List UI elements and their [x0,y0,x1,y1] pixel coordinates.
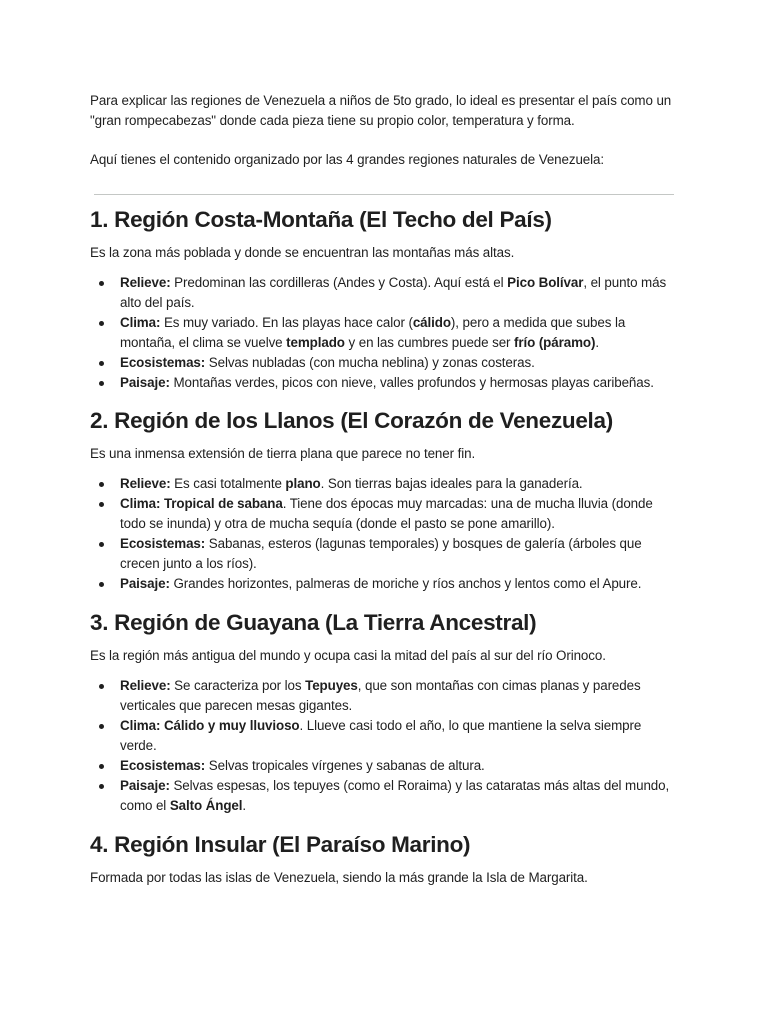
section-guayana [90,608,680,816]
bullet-dot-icon [99,381,104,386]
bold-term: Pico Bolívar [507,275,584,290]
bullet-item: Paisaje: Montañas verdes, picos con nieve, valles profundos y hermosas playas caribeñas. [90,373,680,393]
bullet-dot-icon [99,361,104,366]
section-description: Es la región más antigua del mundo y ocupa casi la mitad del país al sur del río Orinoco. [90,648,606,663]
horizontal-divider [94,194,674,195]
bullet-dot-icon [99,784,104,789]
bullet-item: Relieve: Es casi totalmente plano. Son tierras bajas ideales para la ganadería. [90,474,680,494]
bullet-dot-icon [99,281,104,286]
bold-term: templado [286,335,345,350]
bullet-dot-icon [99,321,104,326]
section-heading: 3. Región de Guayana (La Tierra Ancestral) [90,610,537,635]
document-body [90,91,680,888]
bold-term: Clima: Tropical de sabana [120,496,283,511]
bold-term: frío (páramo) [514,335,596,350]
section-heading: 1. Región Costa-Montaña (El Techo del País) [90,207,552,232]
bold-term: Paisaje: [120,576,170,591]
bullet-item: Clima: Tropical de sabana. Tiene dos épocas muy marcadas: una de mucha lluvia (donde todo se inunda) y otra de mucha sequía (donde el pasto se pone amarillo). [90,494,680,534]
bullet-item: Clima: Es muy variado. En las playas hace calor (cálido), pero a medida que subes la montaña, el clima se vuelve templado y en las cumbres puede ser frío (páramo). [90,313,680,353]
bullet-item: Relieve: Predominan las cordilleras (Andes y Costa). Aquí está el Pico Bolívar, el punto más alto del país. [90,273,680,313]
bullet-item: Ecosistemas: Selvas tropicales vírgenes y sabanas de altura. [90,756,680,776]
bold-term: Tepuyes [305,678,358,693]
section-heading: 2. Región de los Llanos (El Corazón de Venezuela) [90,408,613,433]
section-costa-montana [90,205,680,393]
bold-term: cálido [412,315,451,330]
section-llanos [90,406,680,594]
bold-term: Clima: Cálido y muy lluvioso [120,718,300,733]
bold-term: plano [285,476,321,491]
bold-term: Ecosistemas: [120,758,206,773]
bold-term: Paisaje: [120,778,170,793]
bullet-dot-icon [99,582,104,587]
section-description: Es una inmensa extensión de tierra plana que parece no tener fin. [90,446,476,461]
bold-term: Ecosistemas: [120,536,206,551]
section-insular [90,830,680,888]
bold-term: Paisaje: [120,375,170,390]
bullet-dot-icon [99,502,104,507]
intro-paragraph: Para explicar las regiones de Venezuela a niños de 5to grado, lo ideal es presentar el país como un "gran rompecabezas" donde cada pieza tiene su propio color, temperatura y forma. [90,93,672,128]
bullet-item: Ecosistemas: Selvas nubladas (con mucha neblina) y zonas costeras. [90,353,680,373]
bullet-list [90,474,680,594]
intro-paragraph: Aquí tienes el contenido organizado por las 4 grandes regiones naturales de Venezuela: [90,152,605,167]
section-description: Es la zona más poblada y donde se encuentran las montañas más altas. [90,245,515,260]
bold-term: Relieve: [120,476,171,491]
bullet-dot-icon [99,684,104,689]
bullet-item: Ecosistemas: Sabanas, esteros (lagunas temporales) y bosques de galería (árboles que crecen junto a los ríos). [90,534,680,574]
bold-term: Ecosistemas: [120,355,206,370]
bullet-item: Relieve: Se caracteriza por los Tepuyes, que son montañas con cimas planas y paredes verticales que parecen mesas gigantes. [90,676,680,716]
bold-term: Relieve: [120,678,171,693]
section-description: Formada por todas las islas de Venezuela, siendo la más grande la Isla de Margarita. [90,870,588,885]
bullet-item: Clima: Cálido y muy lluvioso. Llueve casi todo el año, lo que mantiene la selva siempre verde. [90,716,680,756]
bullet-item: Paisaje: Selvas espesas, los tepuyes (como el Roraima) y las cataratas más altas del mundo, como el Salto Ángel. [90,776,680,816]
bullet-item: Paisaje: Grandes horizontes, palmeras de moriche y ríos anchos y lentos como el Apure. [90,574,680,594]
bold-term: Salto Ángel [169,798,243,813]
bullet-list [90,273,680,393]
section-heading: 4. Región Insular (El Paraíso Marino) [90,832,471,857]
bullet-dot-icon [99,764,104,769]
bold-term: Clima: [120,315,161,330]
bullet-dot-icon [99,724,104,729]
bullet-dot-icon [99,482,104,487]
bold-term: Relieve: [120,275,171,290]
bullet-list [90,676,680,816]
bullet-dot-icon [99,542,104,547]
